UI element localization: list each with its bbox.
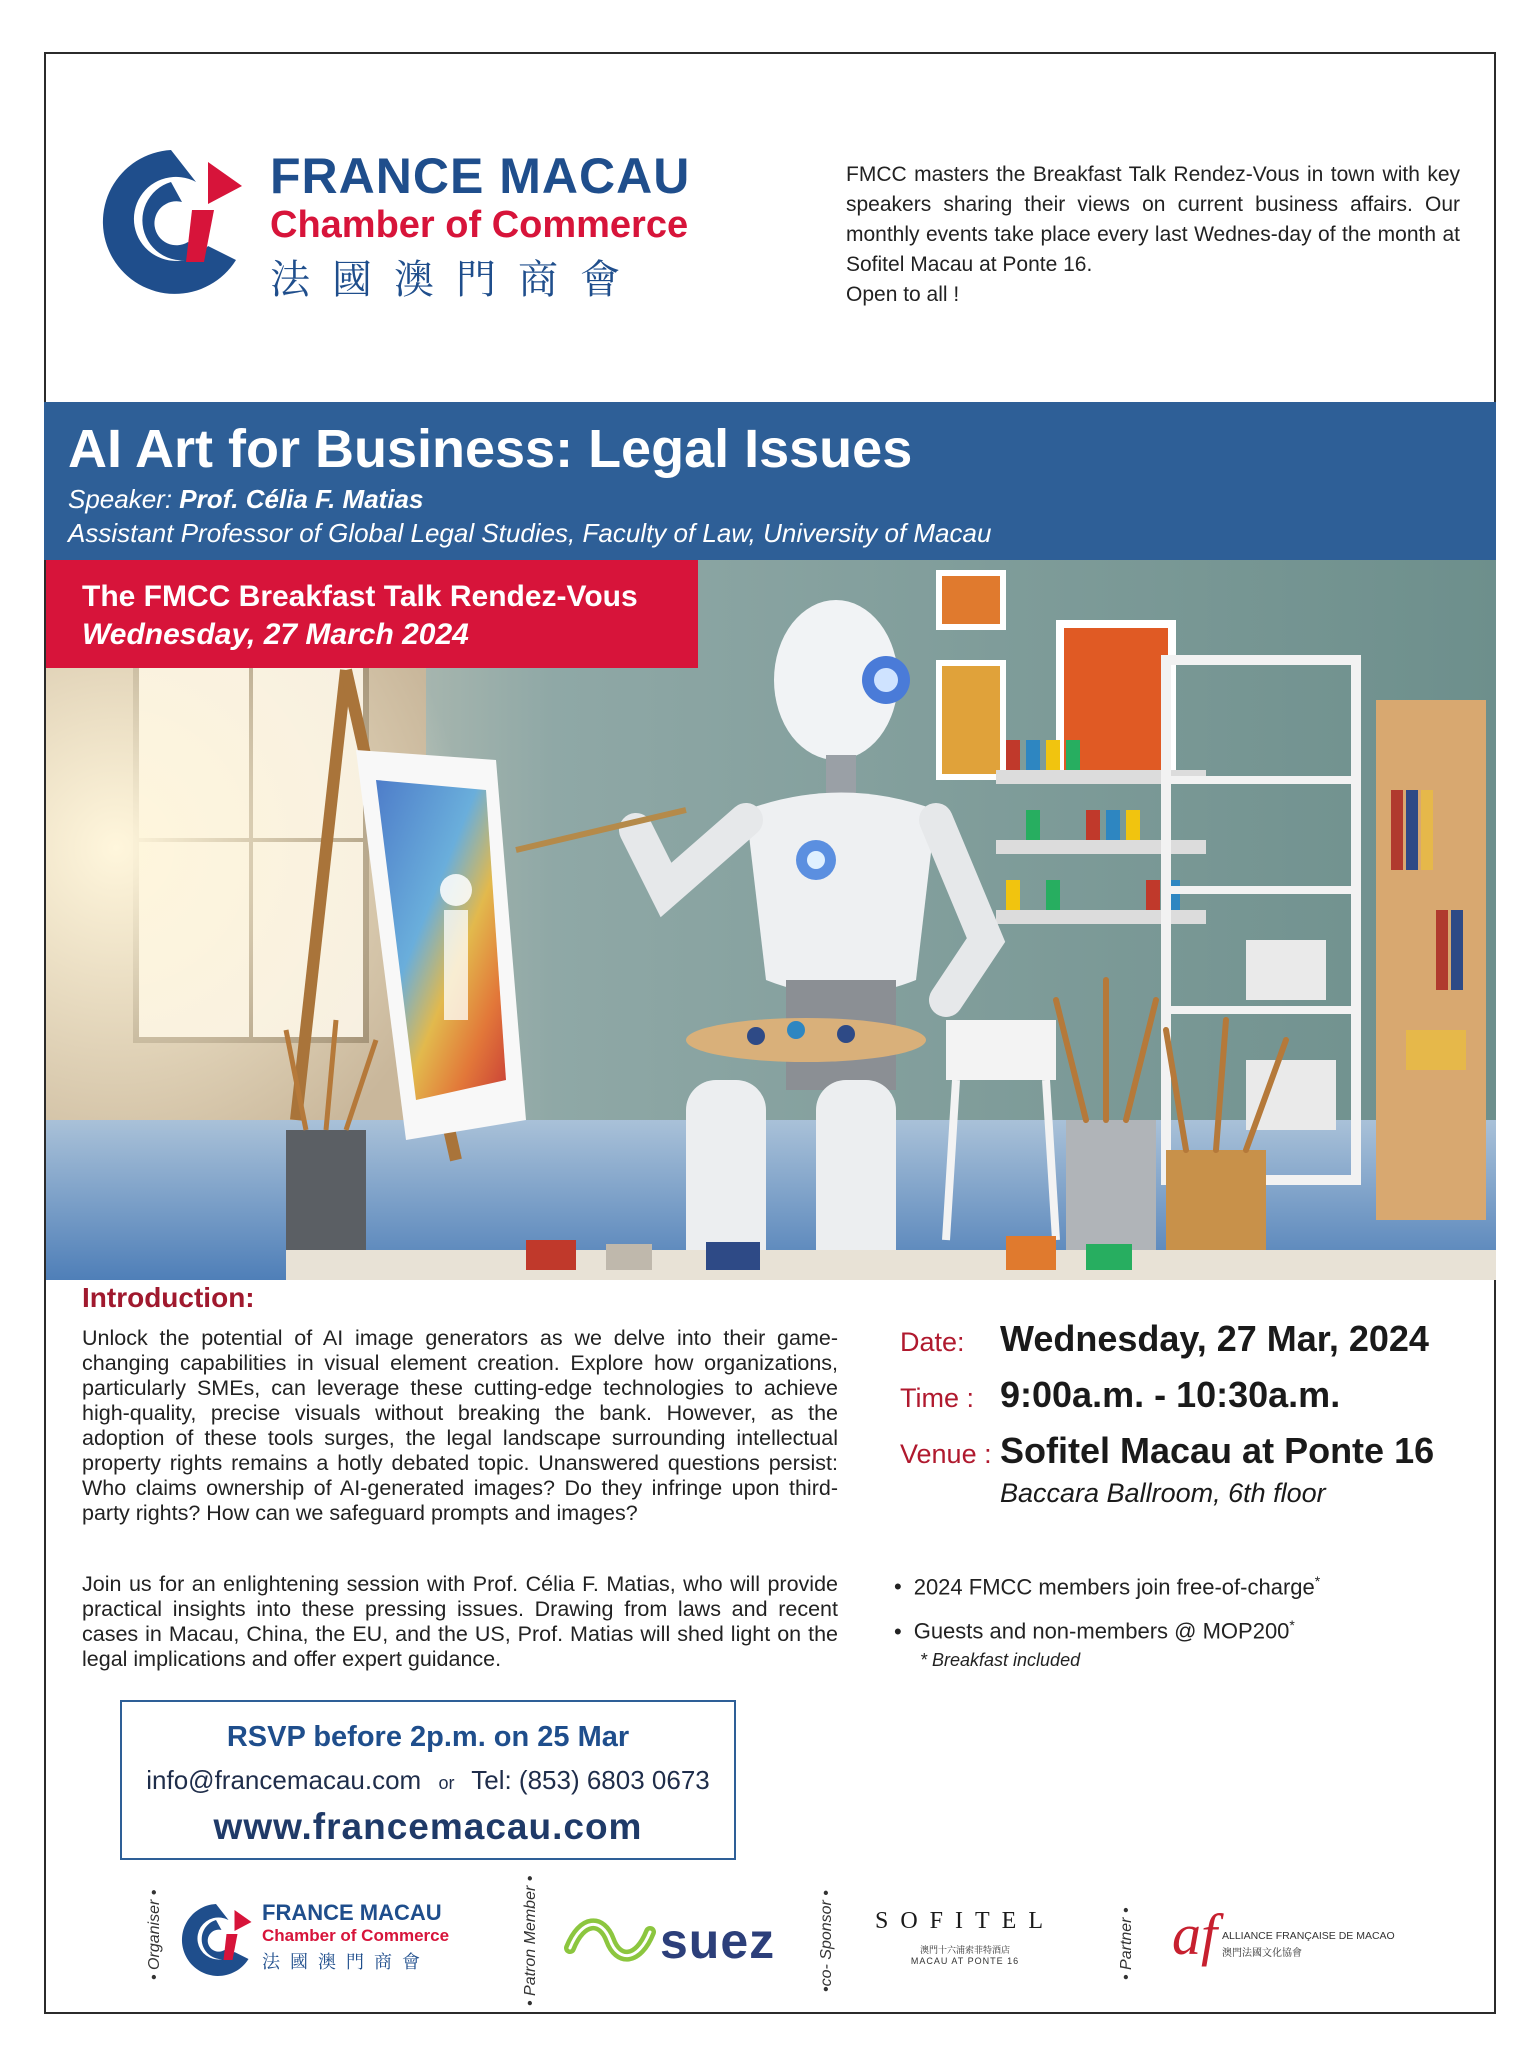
event-date-banner: Wednesday, 27 March 2024 [82,618,469,651]
time-row [900,1374,1340,1416]
venue-value: Sofitel Macau at Ponte 16 [1000,1430,1435,1471]
rsvp-email-link[interactable]: info@francemacau.com [146,1765,422,1795]
date-label: Date: [900,1327,965,1357]
rsvp-heading: RSVP before 2p.m. on 25 Mar [226,1721,630,1753]
sofitel-logo [870,1908,1060,1966]
introduction-heading: Introduction: [82,1282,255,1313]
venue-row [900,1430,1434,1472]
org-name-block [270,150,690,308]
introduction-paragraph-1: Unlock the potential of AI image generators as we delve into their game-changing capabilities in visual element creation. Explore how organizations, particularly SMEs, can leverage these cutting-edge technologies to achieve high-quality, precise visuals without breaking the bank. However, as the adoption of these tools surges, the legal landscape surrounding intellectual property rights remains a hotly debated topic. Unanswered questions persist: Who claims ownership of AI-generated images? Do they infringe upon third-party rights? How can we safeguard prompts and images? [82,1326,838,1525]
speaker-prefix: Speaker: [68,484,180,514]
partner-label: • Partner • [1118,1907,1135,1980]
speaker-affiliation: Assistant Professor of Global Legal Studies, Faculty of Law, University of Macau [68,518,992,548]
suez-wordmark: suez [660,1913,776,1969]
time-label: Time : [900,1383,974,1413]
fee-members [894,1562,1320,1606]
speaker-name: Prof. Célia F. Matias [179,484,424,514]
suez-logo [562,1908,802,1978]
sofitel-sub: MACAU AT PONTE 16 [910,1956,1020,1966]
venue-room: Baccara Ballroom, 6th floor [1000,1478,1326,1508]
hero-illustration [46,560,1496,1280]
date-value: Wednesday, 27 Mar, 2024 [1000,1318,1429,1359]
sofitel-zh: 澳門十六浦索菲特酒店 [919,1946,1010,1956]
title-band [44,402,1496,560]
breakfast-note: * Breakfast included [920,1650,1081,1670]
sofitel-wordmark: SOFITEL [875,1908,1055,1934]
time-value: 9:00a.m. - 10:30a.m. [1000,1374,1341,1415]
fee-guests-asterisk: * [1289,1617,1295,1634]
organiser-logo [178,1898,478,1988]
patron-label: • Patron Member • [522,1875,539,2006]
org-name-en-sub: Chamber of Commerce [270,204,689,246]
footer-org-name-sub: Chamber of Commerce [262,1926,450,1945]
af-name-zh: 澳門法國文化協會 [1222,1948,1302,1959]
speaker-line [68,482,1472,516]
cosponsor-label: •co- Sponsor • [818,1890,835,1992]
organiser-label: • Organiser • [146,1889,163,1980]
footer-org-name-zh: 法國澳門商會 [262,1952,430,1973]
event-title: AI Art for Business: Legal Issues [68,419,913,479]
fmcc-footer-logo-icon [178,1900,254,1980]
footer-org-name-en: FRANCE MACAU [262,1900,442,1925]
fee-members-asterisk: * [1314,1573,1321,1589]
fee-guests [894,1606,1320,1650]
org-name-zh: 法國澳門商會 [270,257,642,303]
alliance-francaise-logo [1172,1900,1402,1980]
fee-guests-text: Guests and non-members @ MOP200 [913,1618,1290,1644]
event-series: The FMCC Breakfast Talk Rendez-Vous [82,580,638,613]
header-blurb-text: FMCC masters the Breakfast Talk Rendez-Vous in town with key speakers sharing their views on current business affairs. Our monthly events take place every last Wednes-day of the month at Sofitel Macau at Ponte 16. [846,163,1460,276]
header-blurb [846,160,1460,310]
fee-list [894,1562,1320,1651]
rsvp-contact [122,1758,734,1805]
af-mark-icon: af [1172,1902,1218,1967]
af-name: ALLIANCE FRANÇAISE DE MACAO [1222,1930,1395,1942]
org-name-en: FRANCE MACAU [270,148,691,204]
fmcc-logo-icon [96,142,246,302]
rsvp-or: or [438,1773,455,1793]
venue-label: Venue : [900,1439,992,1469]
introduction-paragraph-2: Join us for an enlightening session with Prof. Célia F. Matias, who will provide practical insights into these pressing issues. Drawing from laws and recent cases in Macau, China, the EU, and the US, Prof. Matias will shed light on the legal implications and offer expert guidance. [82,1572,838,1671]
date-row [900,1318,1429,1360]
suez-wave-icon [562,1908,658,1972]
rsvp-tel[interactable]: Tel: (853) 6803 0673 [471,1765,710,1795]
website-link[interactable]: www.francemacau.com [213,1806,643,1847]
header-blurb-open: Open to all ! [846,283,960,306]
rsvp-box [120,1700,736,1860]
event-series-banner [46,560,698,668]
fee-members-text: 2024 FMCC members join free-of-charge [913,1574,1315,1600]
